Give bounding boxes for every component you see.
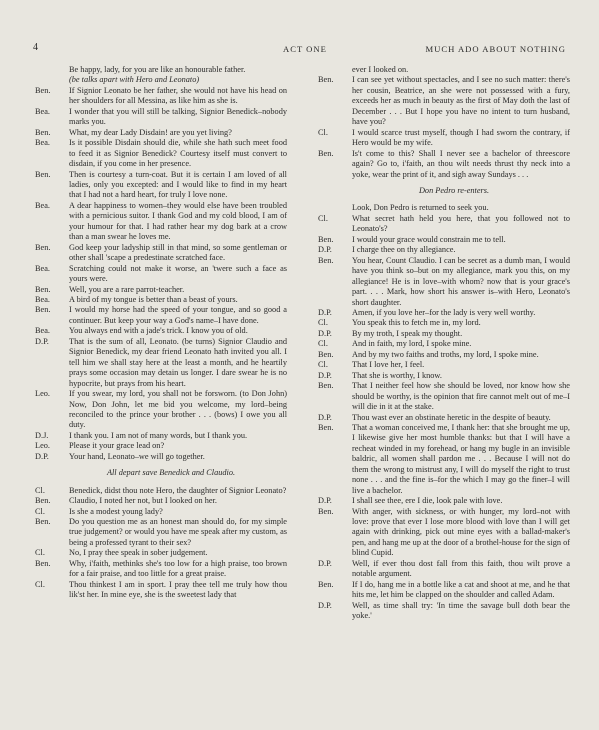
speech-text	[352, 256, 570, 308]
speaker-name: Cl.	[35, 548, 45, 558]
speaker-name: Bea.	[35, 294, 50, 304]
speech	[35, 580, 287, 601]
speech-text	[69, 496, 287, 506]
speech-text	[352, 329, 570, 339]
speaker-name: Ben.	[318, 579, 334, 589]
speech-line: Do you question me as an honest man should do, for my simple true judgement? or would you have me speak after my custom, as being a professed tyrant to their sex?	[69, 517, 287, 547]
speech	[318, 559, 570, 580]
speech-text	[352, 245, 570, 255]
speech	[318, 580, 570, 601]
speech-line: I shall see thee, ere I die, look pale with love.	[352, 496, 503, 506]
speech-line: God keep your ladyship still in that mind, so some gentleman or other shall 'scape a predestinate scratched face.	[69, 242, 287, 263]
speech-line: A dear happiness to women–they would else have been troubled with a pernicious suitor. I thank God and my cold blood, I am of your humour for that. I had rather hear my dog bark at a crow than a man swear he loves me.	[69, 200, 287, 242]
speech	[35, 337, 287, 389]
speaker-name: Bea.	[35, 106, 50, 116]
speech	[318, 381, 570, 412]
speaker-name	[318, 203, 352, 213]
speaker-name: D.P.	[318, 370, 332, 380]
act-heading: ACT ONE	[283, 44, 327, 54]
speech	[318, 203, 570, 213]
speech-text	[352, 65, 570, 75]
speech-text	[352, 507, 570, 559]
speech	[35, 138, 287, 169]
speech-line: I charge thee on thy allegiance.	[352, 245, 456, 255]
speaker-name: Ben.	[35, 169, 51, 179]
speech	[35, 170, 287, 201]
speech	[318, 318, 570, 328]
speech-line: Then is courtesy a turn-coat. But it is certain I am loved of all ladies, only you excepted: and I would like to find in my heart that I had not a hard heart, for truly I love none.	[69, 169, 287, 200]
speech-text	[69, 559, 287, 580]
left-column	[35, 65, 287, 601]
speech	[318, 256, 570, 308]
speech	[318, 413, 570, 423]
speech-line: With anger, with sickness, or with hunger, my lord–not with love: prove that ever I lose more blood with love than I will get again with drinking, pick out mine eyes with a ballad-maker's pen, and hang me up at the door of a brothel-house for the sign of blind Cupid.	[352, 506, 570, 558]
speech-line: That is the sum of all, Leonato. (be turns) Signior Claudio and Signior Benedick, my dear friend Leonato hath invited you all. I tell him we shall stay here at the least a month, and he heartily prays some occasion may detain us longer. I dare swear he is no hypocrite, but prays from his heart.	[69, 336, 287, 388]
speaker-name: Ben.	[35, 517, 51, 527]
speech-line: Is it possible Disdain should die, while she hath such meet food to feed it as Signior Benedick? Courtesy itself must convert to disdain, if you come in her presence.	[69, 138, 287, 169]
speech-line: Thou thinkest I am in sport. I pray thee tell me truly how thou lik'st her. In mine eye, she is the sweetest lady that	[69, 579, 287, 600]
speaker-name: Cl.	[318, 213, 328, 223]
speech	[35, 65, 287, 86]
speech	[318, 423, 570, 496]
speech-line: You speak this to fetch me in, my lord.	[352, 318, 481, 328]
speech-text	[69, 441, 287, 451]
speech-line: If Signior Leonato be her father, she would not have his head on her shoulders for all Messina, as like him as she is.	[69, 85, 287, 106]
speech-line: Thou wast ever an obstinate heretic in the despite of beauty.	[352, 412, 551, 422]
speech	[35, 548, 287, 558]
speaker-name: Ben.	[318, 148, 334, 158]
speech	[318, 350, 570, 360]
running-title: MUCH ADO ABOUT NOTHING	[425, 44, 566, 54]
speaker-name: Cl.	[35, 506, 45, 516]
speech-text	[69, 201, 287, 243]
speech-line: What, my dear Lady Disdain! are you yet living?	[69, 127, 232, 137]
speaker-name: Cl.	[318, 318, 328, 328]
speech-text	[352, 235, 570, 245]
speaker-name: Ben.	[318, 506, 334, 516]
speaker-name: Bea.	[35, 200, 50, 210]
speech	[35, 441, 287, 451]
speech-line: Look, Don Pedro is returned to seek you.	[352, 203, 489, 213]
speech-line: Well, as time shall try: 'In time the savage bull doth bear the yoke.'	[352, 600, 570, 621]
speech-line: Be happy, lady, for you are like an honourable father.	[69, 65, 246, 74]
speech-text	[69, 431, 287, 441]
speaker-name: Cl.	[318, 360, 328, 370]
speech	[35, 326, 287, 336]
speaker-name: Bea.	[35, 138, 50, 148]
speech-text	[352, 350, 570, 360]
speech	[35, 486, 287, 496]
speech-line: Well, if ever thou dost fall from this faith, thou wilt prove a notable argument.	[352, 558, 570, 579]
speech-line: Amen, if you love her–for the lady is very well worthy.	[352, 307, 536, 317]
speech-line: And by my two faiths and troths, my lord, I spoke mine.	[352, 349, 539, 359]
speech-line: Well, you are a rare parrot-teacher.	[69, 284, 185, 294]
speaker-name: D.P.	[318, 328, 332, 338]
speaker-name: D.P.	[318, 600, 332, 610]
speaker-name: Ben.	[35, 284, 51, 294]
speech	[35, 452, 287, 462]
speech-text	[69, 170, 287, 201]
speech	[35, 389, 287, 431]
speech-text	[352, 339, 570, 349]
speech	[318, 65, 570, 75]
speech-text	[352, 601, 570, 622]
speech-line: I wonder that you will still be talking, Signior Benedick–nobody marks you.	[69, 106, 287, 127]
speech-line: I would my horse had the speed of your tongue, and so good a continuer. But keep your way a God's name–I have done.	[69, 305, 287, 325]
speech-text	[352, 318, 570, 328]
speech-line: You always end with a jade's trick. I know you of old.	[69, 326, 248, 336]
speech	[318, 75, 570, 127]
speech-text	[69, 326, 287, 336]
speech-text	[352, 128, 570, 149]
speaker-name: Leo.	[35, 389, 50, 399]
speech-line: Is't come to this? Shall I never see a bachelor of threescore again? Go to, i'faith, an thou wilt needs thrust thy neck into a yoke, wear the print of it, and sigh away Sundays . . .	[352, 148, 570, 179]
speech-text	[352, 496, 570, 506]
speech-line: A bird of my tongue is better than a beast of yours.	[69, 294, 238, 304]
speech-text	[352, 203, 570, 213]
speech-line: No, I pray thee speak in sober judgement.	[69, 548, 208, 558]
speech-line: I can see yet without spectacles, and I see no such matter: there's her cousin, Beatrice, an she were not possessed with a fury, exceeds her as much in beauty as the first of May doth the last of December . . . But I hope you have no intent to turn husband, have you?	[352, 75, 570, 127]
right-column	[318, 65, 570, 622]
speech-line: Is she a modest young lady?	[69, 506, 163, 516]
speech-text	[352, 580, 570, 601]
speech	[318, 496, 570, 506]
speech-text	[69, 580, 287, 601]
speech	[35, 107, 287, 128]
speech-text	[352, 149, 570, 180]
speaker-name: Ben.	[318, 422, 334, 432]
speech-text	[69, 517, 287, 548]
speech-text	[69, 305, 287, 326]
speaker-name: Cl.	[35, 485, 45, 495]
speech-text	[69, 486, 287, 496]
speech	[35, 295, 287, 305]
stage-direction: All depart save Benedick and Claudio.	[106, 468, 236, 478]
speaker-name: D.P.	[318, 496, 332, 506]
speaker-name: Leo.	[35, 441, 50, 451]
speech-text	[352, 75, 570, 127]
speech-line: I thank you. I am not of many words, but I thank you.	[69, 430, 248, 440]
speech	[35, 517, 287, 548]
speech-text	[69, 507, 287, 517]
speech-line: ever I looked on.	[352, 65, 409, 74]
speaker-name: Cl.	[318, 339, 328, 349]
speech-line: That I love her, I feel.	[352, 360, 425, 370]
speech-text	[69, 295, 287, 305]
speaker-name: Cl.	[35, 579, 45, 589]
speaker-name: Ben.	[318, 349, 334, 359]
speech	[318, 507, 570, 559]
speaker-name: D.P.	[318, 307, 332, 317]
speech	[35, 507, 287, 517]
speech-text	[69, 65, 287, 86]
speech	[35, 496, 287, 506]
speech-text	[69, 452, 287, 462]
speech	[35, 243, 287, 264]
speaker-name: Bea.	[35, 263, 50, 273]
speaker-name: D.P.	[35, 451, 49, 461]
speech-text	[352, 559, 570, 580]
speaker-name: Ben.	[35, 242, 51, 252]
speaker-name: D.P.	[318, 558, 332, 568]
speech-text	[69, 128, 287, 138]
speaker-name: Ben.	[35, 496, 51, 506]
speaker-name	[318, 65, 352, 75]
speech	[318, 360, 570, 370]
speech-text	[69, 243, 287, 264]
speech-line: That she is worthy, I know.	[352, 370, 442, 380]
speech-line: I would scarce trust myself, though I had sworn the contrary, if Hero would be my wife.	[352, 127, 570, 148]
speech	[318, 601, 570, 622]
speech	[318, 339, 570, 349]
speech-line: Your hand, Leonato–we will go together.	[69, 451, 205, 461]
speech-line: And in faith, my lord, I spoke mine.	[352, 339, 472, 349]
speech-line: Benedick, didst thou note Hero, the daughter of Signior Leonato?	[69, 485, 287, 495]
speech	[35, 431, 287, 441]
speaker-name: Ben.	[35, 85, 51, 95]
speech-line: Why, i'faith, methinks she's too low for a high praise, too brown for a fair praise, and too little for a great praise.	[69, 558, 287, 579]
speech-text	[352, 381, 570, 412]
speech-text	[69, 107, 287, 128]
speech	[318, 308, 570, 318]
speaker-name: D.J.	[35, 430, 49, 440]
speech-line: That a woman conceived me, I thank her: that she brought me up, I likewise give her most humble thanks: but that I will have a recheat winded in my forehead, or hang my bugle in an invisible baldric, all women shall pardon me . . . Because I will not do them the wrong to mistrust any, I will do myself the right to trust none . . . and the fine is–for the which I may go the finer–I will live a bachelor.	[352, 422, 570, 495]
speech	[318, 128, 570, 149]
speech-line: What secret hath held you here, that you followed not to Leonato's?	[352, 213, 570, 234]
speech-text	[352, 214, 570, 235]
speech	[35, 86, 287, 107]
speech-text	[69, 285, 287, 295]
speech-line: (be talks apart with Hero and Leonato)	[69, 75, 200, 85]
speech-line: You hear, Count Claudio. I can be secret as a dumb man, I would have you think so–but on my allegiance, mark you this, on my allegiance! He is in love–with whom? now that is your grace's part. . . . Mark, how short his answer is–with Hero, Leonato's short daughter.	[352, 255, 570, 307]
stage-direction: Don Pedro re-enters.	[418, 185, 490, 195]
speech-line: Claudio, I noted her not, but I looked on her.	[69, 496, 217, 506]
speech-text	[352, 423, 570, 496]
speech-text	[69, 337, 287, 389]
speech	[318, 245, 570, 255]
speech-text	[69, 389, 287, 431]
speaker-name: Ben.	[35, 127, 51, 137]
speech-line: I would your grace would constrain me to tell.	[352, 234, 506, 244]
speech-text	[352, 413, 570, 423]
speech-text	[69, 548, 287, 558]
speech-text	[352, 308, 570, 318]
speech	[35, 305, 287, 326]
speech	[35, 201, 287, 243]
speaker-name: Ben.	[318, 75, 334, 85]
speaker-name: Ben.	[318, 381, 334, 391]
speech	[35, 128, 287, 138]
speaker-name	[35, 65, 69, 86]
speech-text	[352, 371, 570, 381]
speech-text	[69, 264, 287, 285]
speech	[318, 149, 570, 180]
speech	[35, 285, 287, 295]
speaker-name: D.P.	[318, 245, 332, 255]
speaker-name: Ben.	[35, 558, 51, 568]
speech-line: By my troth, I speak my thought.	[352, 328, 463, 338]
speech-line: If I do, hang me in a bottle like a cat and shoot at me, and he that hits me, let him be clapped on the shoulder and called Adam.	[352, 579, 570, 600]
speech	[35, 264, 287, 285]
speech	[318, 371, 570, 381]
speech-line: Scratching could not make it worse, an 'twere such a face as yours were.	[69, 263, 287, 284]
speaker-name: Bea.	[35, 326, 50, 336]
speech	[35, 559, 287, 580]
speech-text	[69, 138, 287, 169]
page-number: 4	[33, 42, 38, 53]
speaker-name: D.P.	[35, 336, 49, 346]
speech-line: Please it your grace lead on?	[69, 441, 165, 451]
speaker-name: Ben.	[318, 234, 334, 244]
speech	[318, 214, 570, 235]
speaker-name: Cl.	[318, 127, 328, 137]
speech-line: If you swear, my lord, you shall not be forsworn. (to Don John) Now, Don John, let me bid you welcome, my lord–being reconciled to the prince your brother . . . (bows) I owe you all duty.	[69, 389, 287, 430]
speech-text	[352, 360, 570, 370]
speech	[318, 235, 570, 245]
speech	[318, 329, 570, 339]
speaker-name: D.P.	[318, 412, 332, 422]
speech-text	[69, 86, 287, 107]
speaker-name: Ben.	[35, 305, 51, 315]
speech-line: That I neither feel how she should be loved, nor know how she should be worthy, is the opinion that fire cannot melt out of me–I will die in it at the stake.	[352, 381, 570, 412]
speaker-name: Ben.	[318, 255, 334, 265]
